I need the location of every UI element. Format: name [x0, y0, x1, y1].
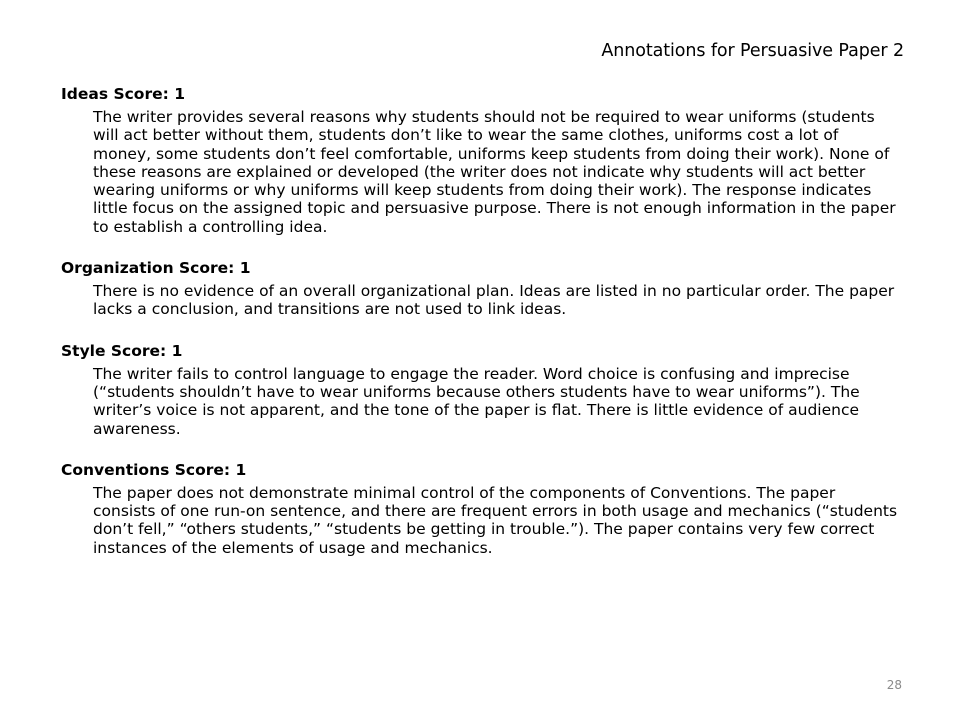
section-heading-ideas: Ideas Score: 1	[61, 85, 185, 103]
section-organization	[61, 258, 901, 319]
section-style	[61, 341, 901, 438]
section-conventions	[61, 460, 901, 557]
section-body-style: The writer fails to control language to engage the reader. Word choice is confusing and imprecise (“students shouldn’t have to wear uniforms because others students have to wear uniforms”). The writer’s voice is not apparent, and the tone of the paper is flat. There is little evidence of audience awareness.	[93, 364, 860, 438]
section-ideas	[61, 84, 901, 236]
annotations-content	[61, 84, 901, 579]
slide-title: Annotations for Persuasive Paper 2	[601, 41, 904, 61]
section-heading-organization: Organization Score: 1	[61, 259, 251, 278]
page-number: 28	[886, 678, 902, 692]
section-body-conventions: The paper does not demonstrate minimal control of the components of Conventions. The paper consists of one run-on sentence, and there are frequent errors in both usage and mechanics (“students don’t fell,” “others students,” “students be getting in trouble.”). The paper contains very few correct instances of the elements of usage and mechanics.	[93, 483, 898, 557]
section-heading-conventions: Conventions Score: 1	[61, 460, 247, 479]
section-body-ideas: The writer provides several reasons why students should not be required to wear uniforms (students will act better without them, students don’t like to wear the same clothes, uniforms cost a lot of money, some students don’t feel comfortable, uniforms keep students from doing their work). None of these reasons are explained or developed (the writer does not indicate why students will act better wearing uniforms or why uniforms will keep students from doing their work). The response indicates little focus on the assigned topic and persuasive purpose. There is not enough information in the paper to establish a controlling idea.	[93, 108, 896, 236]
section-heading-style: Style Score: 1	[61, 341, 183, 360]
section-body-organization: There is no evidence of an overall organizational plan. Ideas are listed in no particular order. The paper lacks a conclusion, and transitions are not used to link ideas.	[93, 282, 895, 319]
